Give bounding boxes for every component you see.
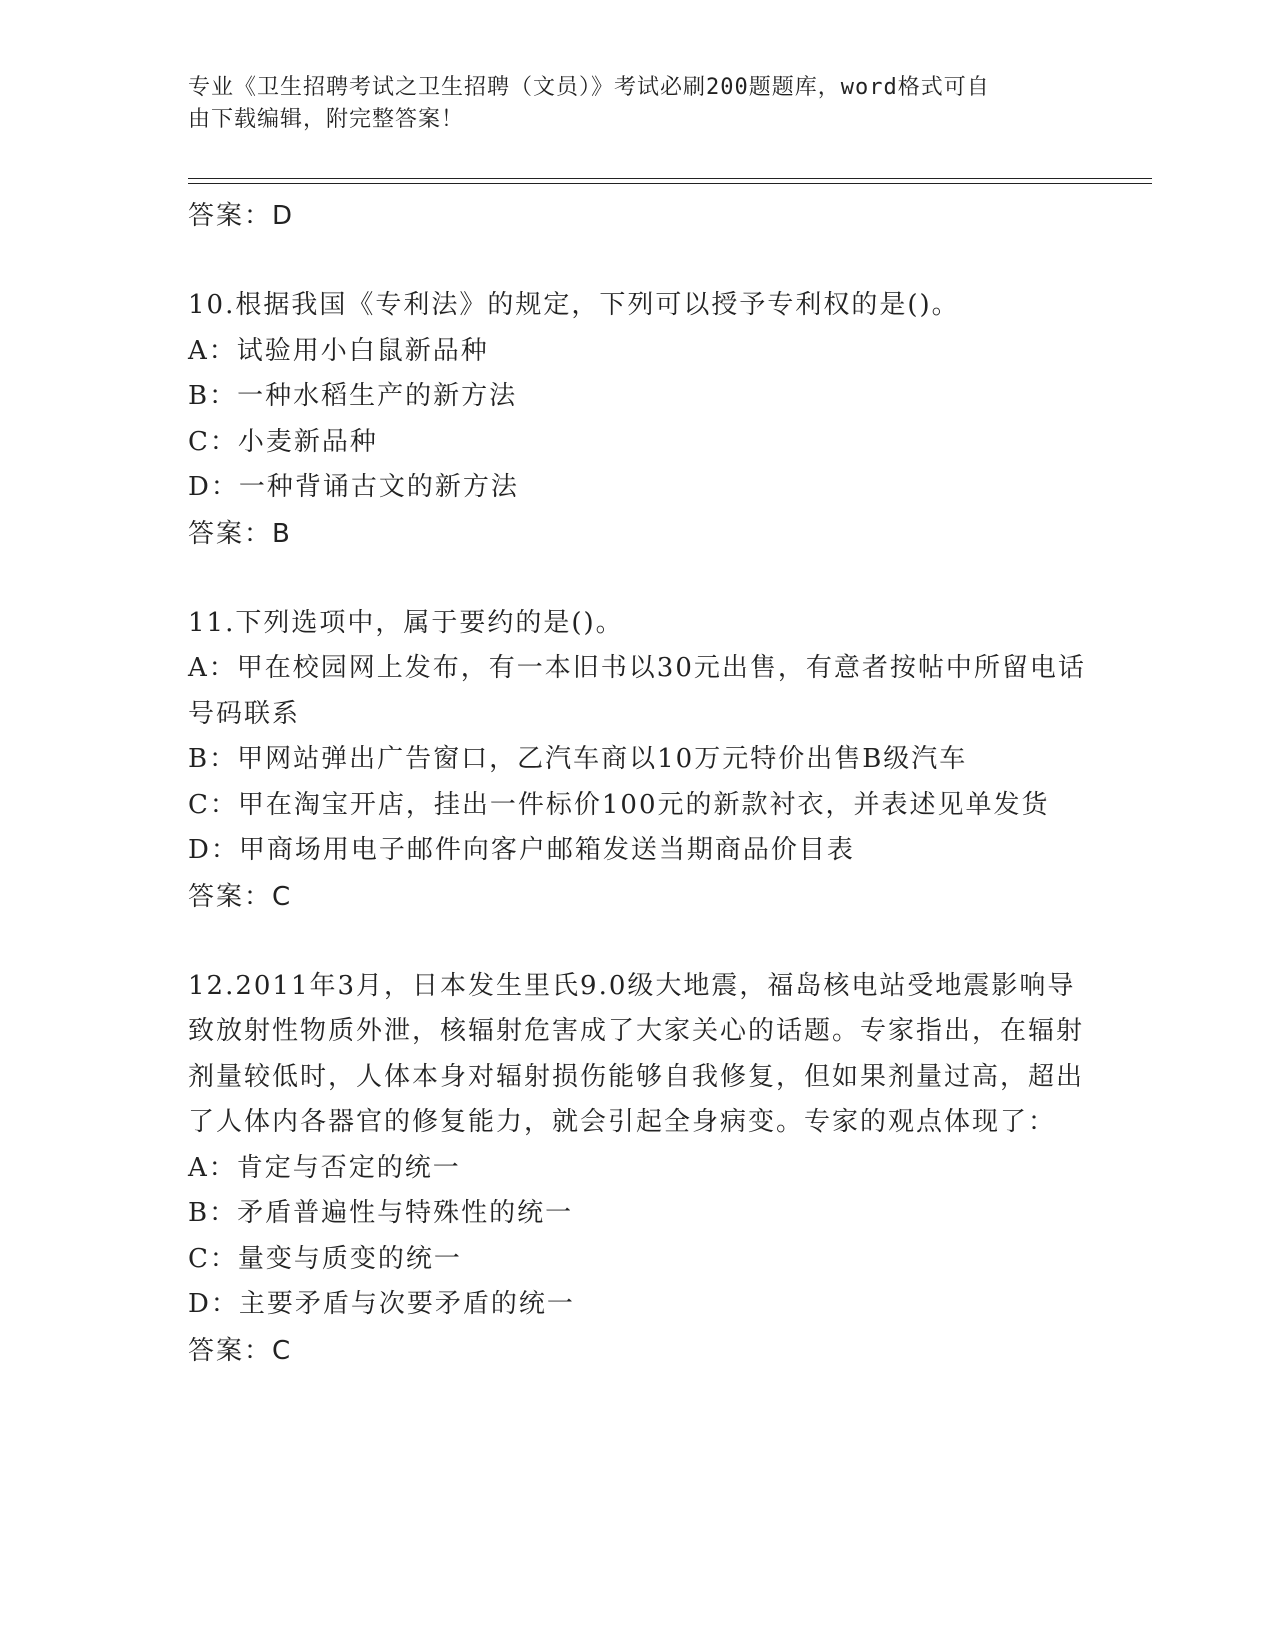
answer: 答案：B	[188, 518, 292, 549]
option-d: D：主要矛盾与次要矛盾的统一	[188, 1289, 575, 1319]
question-list	[188, 185, 1088, 1374]
answer: 答案：C	[188, 881, 293, 912]
option-c: C：量变与质变的统一	[188, 1243, 462, 1274]
option-d: D：甲商场用电子邮件向客户邮箱发送当期商品价目表	[188, 835, 855, 865]
document-header	[188, 72, 1068, 136]
option-c: C：小麦新品种	[188, 426, 378, 457]
option-d: D：一种背诵古文的新方法	[188, 472, 519, 502]
option-b: B：矛盾普遍性与特殊性的统一	[188, 1198, 574, 1228]
header-rule-top	[188, 178, 1152, 179]
answer-previous: 答案：D	[188, 201, 295, 231]
question-10	[188, 283, 1088, 557]
option-a: A：肯定与否定的统一	[188, 1152, 461, 1183]
option-b: B：一种水稻生产的新方法	[188, 381, 518, 411]
question-stem: 12.2011年3月，日本发生里氏9.0级大地震，福岛核电站受地震影响导致放射性物质外泄，核辐射危害成了大家关心的话题。专家指出，在辐射剂量较低时，人体本身对辐射损伤能够自我修复，但如果剂量过高，超出了人体内各器官的修复能力，就会引起全身病变。专家的观点体现了：	[188, 970, 1085, 1137]
option-c: C：甲在淘宝开店，挂出一件标价100元的新款衬衣，并表述见单发货	[188, 789, 1050, 820]
option-b: B：甲网站弹出广告窗口，乙汽车商以10万元特价出售B级汽车	[188, 744, 968, 774]
option-a: A：甲在校园网上发布，有一本旧书以30元出售，有意者按帖中所留电话号码联系	[188, 653, 1086, 729]
option-a: A：试验用小白鼠新品种	[188, 335, 489, 366]
header-line-2: 由下载编辑，附完整答案！	[188, 107, 465, 132]
header-line-1: 专业《卫生招聘考试之卫生招聘（文员）》考试必刷200题题库，word格式可自	[188, 75, 990, 100]
question-12	[188, 964, 1088, 1374]
header-rule-bottom	[188, 183, 1152, 184]
question-stem: 10.根据我国《专利法》的规定，下列可以授予专利权的是()。	[188, 290, 960, 320]
question-11	[188, 601, 1088, 920]
question-stem: 11.下列选项中，属于要约的是()。	[188, 607, 624, 638]
answer: 答案：C	[188, 1335, 293, 1366]
